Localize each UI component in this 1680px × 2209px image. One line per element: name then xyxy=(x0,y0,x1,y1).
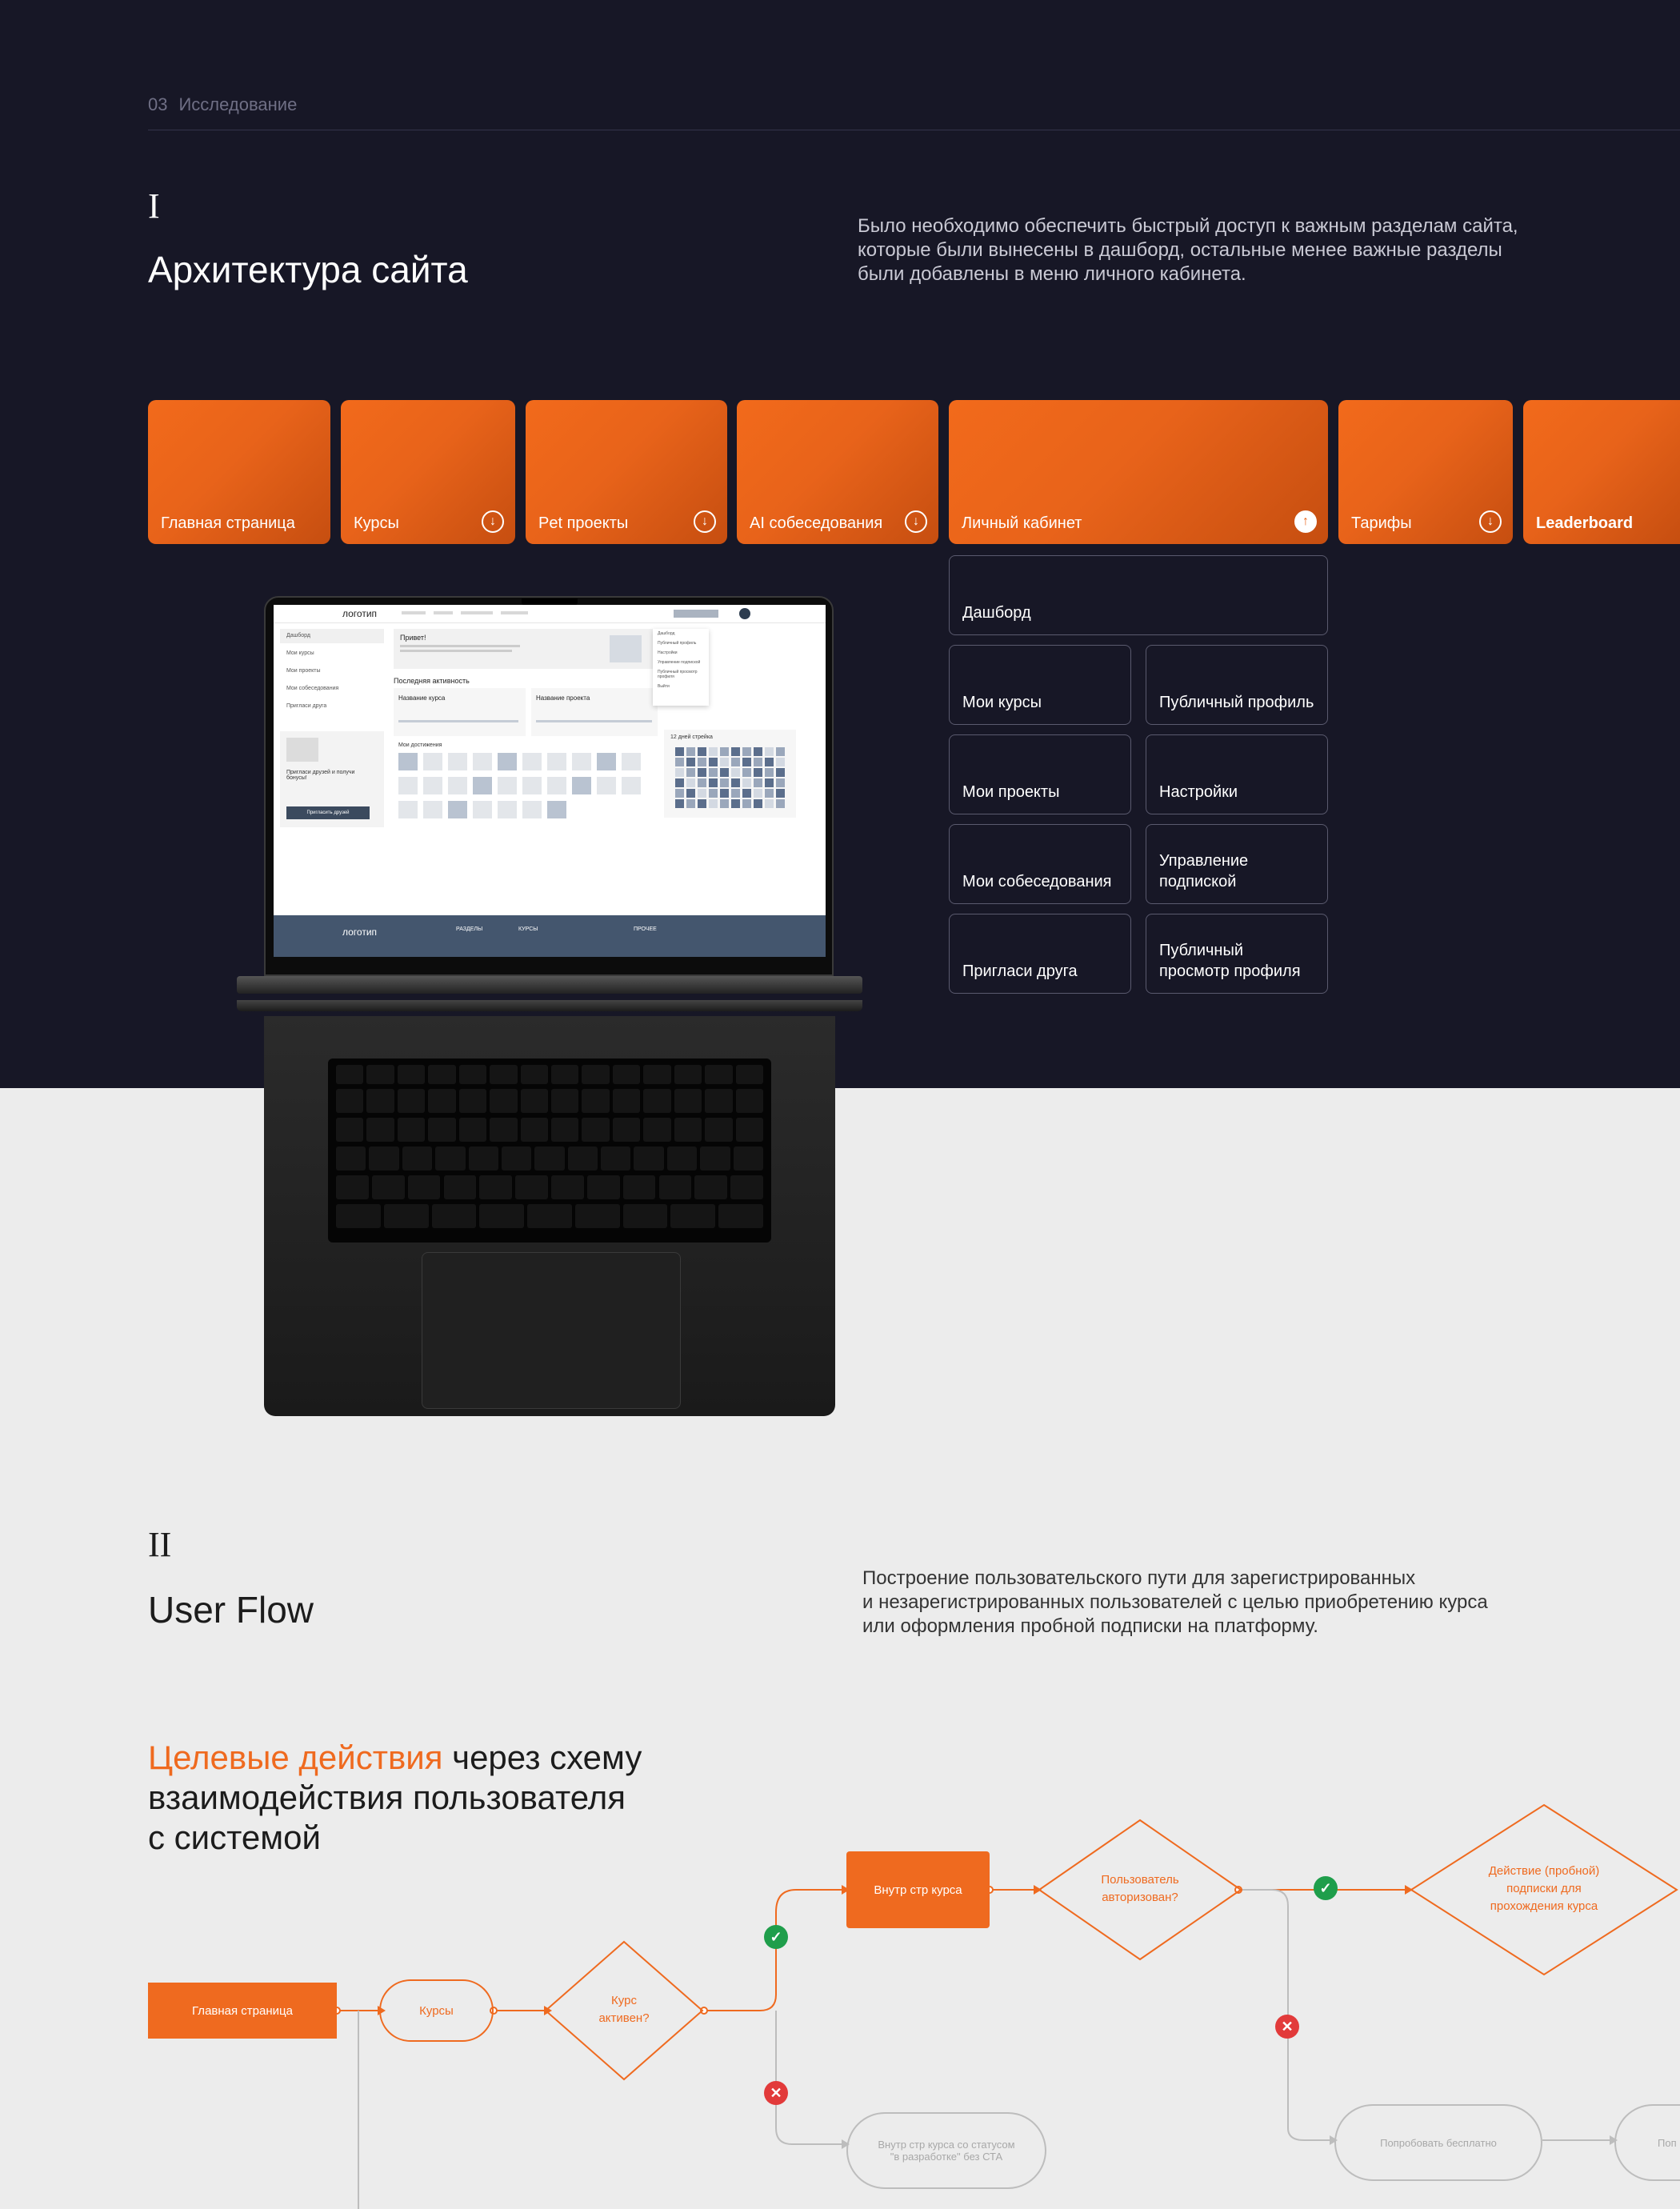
keyboard-key xyxy=(734,1147,763,1171)
achievement-badge xyxy=(473,801,492,818)
achievement-badge xyxy=(522,753,542,770)
achievement-badge xyxy=(473,753,492,770)
keyboard-key xyxy=(575,1204,620,1228)
keyboard-key xyxy=(667,1147,697,1171)
keyboard-key xyxy=(366,1065,394,1084)
keyboard-key xyxy=(479,1204,524,1228)
achievement-badge xyxy=(597,777,616,794)
screen-sidebar-item: Пригласи друга xyxy=(286,703,327,709)
streak-cell xyxy=(765,789,774,798)
keyboard-key xyxy=(428,1118,455,1142)
streak-cell xyxy=(754,799,762,808)
streak-cell xyxy=(720,789,729,798)
achievement-badge xyxy=(448,753,467,770)
streak-cell xyxy=(776,778,785,787)
flow-courses: Курсы xyxy=(379,1979,494,2042)
laptop-lip xyxy=(237,1000,862,1011)
flow-trial-label: Действие (пробной) подписки для прохождения курса xyxy=(1488,1864,1600,1913)
keyboard-key xyxy=(372,1175,405,1199)
keyboard-key xyxy=(490,1065,517,1084)
keyboard-key xyxy=(521,1118,548,1142)
streak-cell xyxy=(731,789,740,798)
check-icon: ✓ xyxy=(1314,1876,1338,1900)
keyboard-key xyxy=(643,1089,670,1113)
keyboard-key xyxy=(444,1175,477,1199)
screen-invite-button: Пригласить друзей xyxy=(286,806,370,819)
streak-cell xyxy=(754,789,762,798)
dark-section xyxy=(0,0,1680,1088)
streak-cell xyxy=(675,799,684,808)
cross-icon: ✕ xyxy=(764,2081,788,2105)
keyboard-key xyxy=(670,1204,715,1228)
screen-course-card: Название курса xyxy=(394,688,526,736)
screen-nav-button xyxy=(674,610,718,618)
keyboard-key xyxy=(515,1175,548,1199)
streak-cell xyxy=(698,758,706,766)
section-title: Исследование xyxy=(178,94,298,114)
screen-nav-link xyxy=(461,611,493,614)
arrow-down-icon[interactable]: ↓ xyxy=(905,510,927,533)
streak-cell xyxy=(765,747,774,756)
streak-cell xyxy=(686,778,695,787)
keyboard-key xyxy=(534,1147,564,1171)
keyboard-key xyxy=(705,1065,732,1084)
keyboard-key xyxy=(336,1204,381,1228)
arrow-down-icon[interactable]: ↓ xyxy=(1479,510,1502,533)
screen-sidebar-item: Мои проекты xyxy=(286,668,321,674)
keyboard-key xyxy=(369,1147,398,1171)
flow-line xyxy=(776,2011,846,2144)
flow-course-active-label: Курс активен? xyxy=(598,1994,650,2025)
keyboard-key xyxy=(521,1089,548,1113)
screen-logo: логотип xyxy=(342,608,378,619)
streak-cell xyxy=(720,758,729,766)
keyboard-key xyxy=(674,1118,702,1142)
keyboard-key xyxy=(601,1147,630,1171)
laptop-trackpad xyxy=(422,1252,681,1409)
streak-cell xyxy=(754,778,762,787)
avatar xyxy=(739,608,750,619)
keyboard-key xyxy=(587,1175,620,1199)
keyboard-key xyxy=(384,1204,429,1228)
streak-cell xyxy=(731,758,740,766)
streak-cell xyxy=(742,778,751,787)
achievement-badge xyxy=(622,753,641,770)
keyboard-key xyxy=(613,1118,640,1142)
keyboard-key xyxy=(613,1089,640,1113)
achievement-badge xyxy=(448,777,467,794)
keyboard-key xyxy=(674,1089,702,1113)
nav-card-pet-projects[interactable]: Pet проекты ↓ xyxy=(526,400,727,544)
flow-course-page: Внутр стр курса xyxy=(846,1851,990,1928)
keyboard-key xyxy=(582,1065,609,1084)
nav-card-cabinet[interactable]: Личный кабинет ↑ xyxy=(949,400,1328,544)
achievement-badge xyxy=(597,753,616,770)
keyboard-key xyxy=(336,1175,369,1199)
achievement-badge xyxy=(423,801,442,818)
keyboard-key xyxy=(527,1204,572,1228)
cabinet-item-public-view[interactable]: Публичный просмотр профиля xyxy=(1146,914,1328,994)
keyboard-key xyxy=(730,1175,763,1199)
streak-cell xyxy=(742,758,751,766)
streak-cell xyxy=(742,747,751,756)
keyboard-key xyxy=(634,1147,663,1171)
laptop-screen xyxy=(274,605,826,957)
streak-cell xyxy=(698,747,706,756)
keyboard-key xyxy=(623,1175,656,1199)
streak-cell xyxy=(720,799,729,808)
keyboard-key xyxy=(551,1065,578,1084)
screen-achievements-title: Мои достижения xyxy=(398,742,442,748)
keyboard-key xyxy=(336,1147,366,1171)
arrow-down-icon[interactable]: ↓ xyxy=(694,510,716,533)
achievement-badge xyxy=(398,801,418,818)
keyboard-key xyxy=(551,1118,578,1142)
keyboard-key xyxy=(700,1147,730,1171)
section-label xyxy=(148,94,297,115)
streak-cell xyxy=(731,747,740,756)
achievement-badge xyxy=(423,753,442,770)
achievement-badge xyxy=(498,777,517,794)
nav-card-leaderboard[interactable]: Leaderboard xyxy=(1523,400,1680,544)
keyboard-key xyxy=(459,1089,486,1113)
keyboard-key xyxy=(582,1118,609,1142)
screen-sidebar-item: Дашборд xyxy=(280,629,384,643)
keyboard-key xyxy=(736,1118,763,1142)
nav-card-courses[interactable]: Курсы ↓ xyxy=(341,400,515,544)
streak-cell xyxy=(709,747,718,756)
flow-authorized-label: Пользователь авторизован? xyxy=(1101,1873,1179,1904)
streak-cell xyxy=(731,799,740,808)
keyboard-key xyxy=(336,1065,363,1084)
keyboard-key xyxy=(659,1175,692,1199)
streak-cell xyxy=(709,758,718,766)
screen-achievements-grid xyxy=(398,753,654,825)
cabinet-item-settings[interactable]: Настройки xyxy=(1146,734,1328,814)
keyboard-key xyxy=(432,1204,477,1228)
streak-cell xyxy=(698,768,706,777)
part-description: Построение пользовательского пути для зарегистрированных и незарегистрированных пользователей с целью приобретению курса или оформления пробной подписки на платформу. xyxy=(862,1567,1488,1637)
cabinet-item-my-projects[interactable]: Мои проекты xyxy=(949,734,1131,814)
achievement-badge xyxy=(448,801,467,818)
streak-cell xyxy=(765,768,774,777)
screen-project-card: Название проекта xyxy=(531,688,658,736)
streak-cell xyxy=(675,778,684,787)
streak-cell xyxy=(776,758,785,766)
streak-cell xyxy=(754,758,762,766)
streak-cell xyxy=(686,799,695,808)
achievement-badge xyxy=(473,777,492,794)
keyboard-key xyxy=(336,1118,363,1142)
keyboard-key xyxy=(521,1065,548,1084)
screen-activity-title: Последняя активность xyxy=(394,677,470,685)
nav-card-tariffs[interactable]: Тарифы ↓ xyxy=(1338,400,1513,544)
streak-cell xyxy=(709,789,718,798)
streak-cell xyxy=(686,758,695,766)
streak-cell xyxy=(742,799,751,808)
streak-cell xyxy=(731,768,740,777)
keyboard-key xyxy=(336,1089,363,1113)
screen-sidebar-item: Мои курсы xyxy=(286,650,314,656)
streak-cell xyxy=(709,768,718,777)
section-number: 03 xyxy=(148,94,168,114)
laptop-keyboard xyxy=(328,1058,771,1243)
keyboard-key xyxy=(490,1089,517,1113)
cabinet-item-public-profile[interactable]: Публичный профиль xyxy=(1146,645,1328,725)
keyboard-key xyxy=(623,1204,668,1228)
keyboard-key xyxy=(459,1118,486,1142)
keyboard-key xyxy=(398,1065,425,1084)
streak-cell xyxy=(776,768,785,777)
streak-cell xyxy=(765,799,774,808)
screen-greeting: Привет! xyxy=(394,629,658,669)
streak-cell xyxy=(776,789,785,798)
achievement-badge xyxy=(498,801,517,818)
streak-cell xyxy=(675,758,684,766)
achievement-badge xyxy=(547,753,566,770)
keyboard-key xyxy=(694,1175,727,1199)
streak-cell xyxy=(754,747,762,756)
streak-cell xyxy=(742,768,751,777)
streak-cell xyxy=(765,778,774,787)
part-numeral: I xyxy=(148,186,160,226)
streak-cell xyxy=(675,789,684,798)
streak-cell xyxy=(686,789,695,798)
cross-icon: ✕ xyxy=(1275,2015,1299,2039)
streak-cell xyxy=(720,768,729,777)
streak-cell xyxy=(675,747,684,756)
keyboard-key xyxy=(674,1065,702,1084)
keyboard-key xyxy=(643,1118,670,1142)
keyboard-key xyxy=(408,1175,441,1199)
screen-sidebar xyxy=(280,629,384,827)
keyboard-key xyxy=(705,1118,732,1142)
flow-main-page: Главная страница xyxy=(148,1983,337,2039)
streak-cell xyxy=(686,768,695,777)
streak-cell xyxy=(720,778,729,787)
streak-cell xyxy=(698,778,706,787)
cabinet-item-dashboard[interactable]: Дашборд xyxy=(949,555,1328,635)
keyboard-key xyxy=(366,1089,394,1113)
flow-try-free: Попробовать бесплатно xyxy=(1334,2104,1542,2181)
keyboard-key xyxy=(643,1065,670,1084)
keyboard-key xyxy=(428,1089,455,1113)
achievement-badge xyxy=(572,777,591,794)
check-icon: ✓ xyxy=(764,1925,788,1949)
achievement-badge xyxy=(522,777,542,794)
streak-cell xyxy=(776,747,785,756)
image-placeholder-icon xyxy=(610,635,642,662)
achievement-badge xyxy=(547,777,566,794)
flow-line xyxy=(704,1890,846,2011)
keyboard-key xyxy=(613,1065,640,1084)
keyboard-key xyxy=(435,1147,465,1171)
screen-dropdown-menu: Дашборд Публичный профиль Настройки Управление подпиской Публичный просмотр профиля Выйти xyxy=(653,629,709,706)
cabinet-item-subscription[interactable]: Управление подпиской xyxy=(1146,824,1328,904)
arrow-down-icon[interactable]: ↓ xyxy=(482,510,504,533)
streak-cell xyxy=(686,747,695,756)
streak-cell xyxy=(754,768,762,777)
keyboard-key xyxy=(551,1089,578,1113)
screen-nav-link xyxy=(501,611,528,614)
streak-cell xyxy=(776,799,785,808)
screen-sidebar-item: Мои собеседования xyxy=(286,686,339,691)
screen-invite-card: Пригласи друзей и получи бонусы! Пригласить друзей xyxy=(280,731,384,827)
keyboard-key xyxy=(705,1089,732,1113)
laptop-hinge xyxy=(237,976,862,994)
nav-card-ai-interviews[interactable]: AI собеседования ↓ xyxy=(737,400,938,544)
keyboard-key xyxy=(568,1147,598,1171)
streak-cell xyxy=(731,778,740,787)
keyboard-key xyxy=(479,1175,512,1199)
screen-footer: логотип РАЗДЕЛЫ КУРСЫ ПРОЧЕЕ xyxy=(274,915,826,957)
streak-cell xyxy=(709,778,718,787)
keyboard-key xyxy=(459,1065,486,1084)
keyboard-key xyxy=(398,1089,425,1113)
keyboard-key xyxy=(736,1065,763,1084)
streak-cell xyxy=(742,789,751,798)
achievement-badge xyxy=(498,753,517,770)
keyboard-key xyxy=(428,1065,455,1084)
arrow-up-icon[interactable]: ↑ xyxy=(1294,510,1317,533)
keyboard-key xyxy=(366,1118,394,1142)
screen-nav-link xyxy=(434,611,453,614)
streak-cell xyxy=(720,747,729,756)
part-title: User Flow xyxy=(148,1589,314,1631)
flow-cut-node: Поп xyxy=(1614,2104,1680,2181)
screen-streak-grid xyxy=(675,747,787,811)
keyboard-key xyxy=(736,1089,763,1113)
achievement-badge xyxy=(622,777,641,794)
nav-card-main[interactable]: Главная страница xyxy=(148,400,330,544)
streak-cell xyxy=(765,758,774,766)
keyboard-key xyxy=(551,1175,584,1199)
keyboard-key xyxy=(718,1204,763,1228)
flow-heading: Целевые действия через схему взаимодействия пользователя с системой xyxy=(148,1739,642,1856)
achievement-badge xyxy=(398,753,418,770)
streak-cell xyxy=(709,799,718,808)
part-numeral: II xyxy=(148,1525,172,1564)
image-placeholder-icon xyxy=(286,738,318,762)
keyboard-key xyxy=(469,1147,498,1171)
keyboard-key xyxy=(502,1147,531,1171)
cabinet-item-my-interviews[interactable]: Мои собеседования xyxy=(949,824,1131,904)
achievement-badge xyxy=(398,777,418,794)
flow-dev-page: Внутр стр курса со статусом "в разработке" без СТА xyxy=(846,2112,1046,2189)
achievement-badge xyxy=(423,777,442,794)
screen-streak-card: 12 дней стрейка xyxy=(664,730,796,818)
screen-nav-link xyxy=(402,611,426,614)
streak-cell xyxy=(698,799,706,808)
cabinet-item-my-courses[interactable]: Мои курсы xyxy=(949,645,1131,725)
keyboard-key xyxy=(582,1089,609,1113)
screen-nav xyxy=(274,605,826,623)
achievement-badge xyxy=(547,801,566,818)
streak-cell xyxy=(698,789,706,798)
keyboard-key xyxy=(398,1118,425,1142)
cabinet-item-invite[interactable]: Пригласи друга xyxy=(949,914,1131,994)
streak-cell xyxy=(675,768,684,777)
achievement-badge xyxy=(522,801,542,818)
part-title: Архитектура сайта xyxy=(148,249,468,290)
keyboard-key xyxy=(490,1118,517,1142)
achievement-badge xyxy=(572,753,591,770)
keyboard-key xyxy=(402,1147,432,1171)
part-description: Было необходимо обеспечить быстрый доступ к важным разделам сайта, которые были вынесены в дашборд, остальные менее важные разделы были добавлены в меню личного кабинета. xyxy=(858,215,1518,285)
